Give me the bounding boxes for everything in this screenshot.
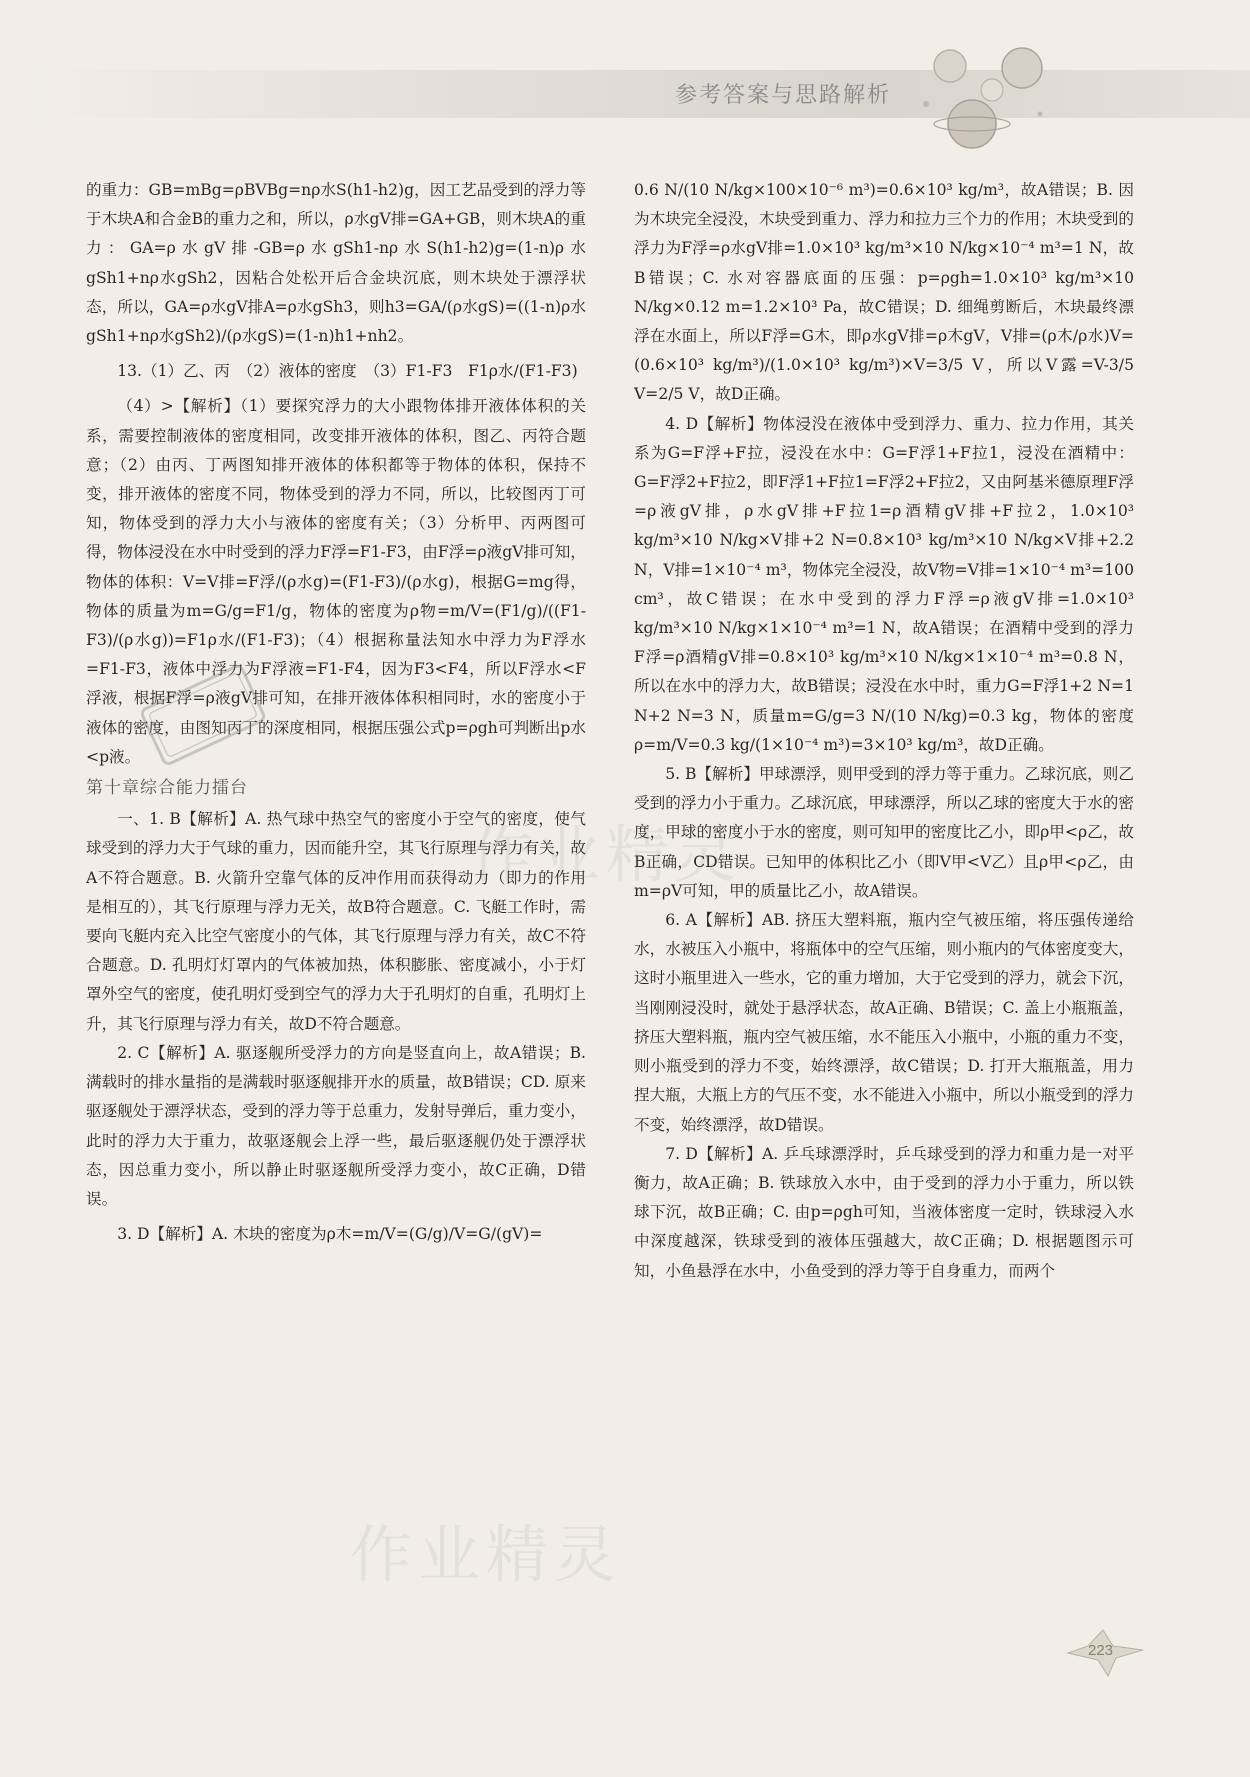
right-paragraph-1: 0.6 N/(10 N/kg×100×10⁻⁶ m³)=0.6×10³ kg/m³，故A错误；B. 因为木块完全浸没，木块受到重力、浮力和拉力三个力的作用；木块受到的浮力为F浮=ρ水gV排=1.0×10³ kg/m³×10 N/kg×10⁻⁴ m³=1 N，故B错误；C. 水对容器底面的压强：p=ρgh=1.0×10³ kg/m³×10 N/kg×0.12 m=1.2×10³ Pa，故C错误；D. 细绳剪断后，木块最终漂浮在水面上，所以F浮=G木，即ρ水gV排=ρ木gV，V排=(ρ木/ρ水)V=(0.6×10³ kg/m³)/(1.0×10³ kg/m³)×V=3/5 V，所以V露=V-3/5 V=2/5 V，故D正确。 [634, 181, 1134, 404]
right-paragraph-5: 7. D【解析】A. 乒乓球漂浮时，乒乓球受到的浮力和重力是一对平衡力，故A正确；B. 铁球放入水中，由于受到的浮力小于重力，所以铁球下沉，故B正确；C. 由p=ρgh可知，当液体密度一定时，铁球浸入水中深度越深，铁球受到的液体压强越大，故C正确；D. 根据题图示可知，小鱼悬浮在水中，小鱼受到的浮力等于自身重力，而两个 [634, 1144, 1134, 1280]
left-paragraph-2: 13.（1）乙、丙 （2）液体的密度 （3）F1-F3 F1ρ水/(F1-F3) [117, 362, 578, 381]
left-paragraph-3: （4）>【解析】（1）要探究浮力的大小跟物体排开液体体积的关系，需要控制液体的密度相同，改变排开液体的体积，图乙、丙符合题意；（2）由丙、丁两图知排开液体的体积都等于物体的体积，保持不变，排开液体的密度不同，物体受到的浮力不同，所以，比较图丙丁可知，物体受到的浮力大小与液体的密度有关；（3）分析甲、丙两图可得，物体浸没在水中时受到的浮力F浮=F1-F3，由F浮=ρ液gV排可知，物体的体积：V=V排=F浮/(ρ水g)=(F1-F3)/(ρ水g)，根据G=mg得，物体的质量为m=G/g=F1/g，物体的密度为ρ物=m/V=(F1/g)/((F1-F3)/(ρ水g))=F1ρ水/(F1-F3)；（4）根据称量法知水中浮力为F浮水=F1-F3，液体中浮力为F浮液=F1-F4，因为F3<F4，所以F浮水<F浮液，根据F浮=ρ液gV排可知，在排开液体体积相同时，水的密度小于液体的密度，由图知丙丁的深度相同，根据压强公式p=ρgh可判断出p水<p液。 [86, 397, 586, 766]
right-paragraph-4: 6. A【解析】AB. 挤压大塑料瓶，瓶内空气被压缩，将压强传递给水，水被压入小瓶中，将瓶体中的空气压缩，则小瓶内的气体密度变大，这时小瓶里进入一些水，它的重力增加，大于它受到的浮力，就会下沉，当刚刚浸没时，就处于悬浮状态，故A正确、B错误；C. 盖上小瓶瓶盖，挤压大塑料瓶，瓶内空气被压缩，水不能压入小瓶中，小瓶的重力不变，则小瓶受到的浮力不变，始终漂浮，故C错误；D. 打开大瓶瓶盖，用力捏大瓶，大瓶上方的气压不变，水不能进入小瓶中，所以小瓶受到的浮力不变，始终漂浮，故D错误。 [634, 911, 1134, 1134]
left-paragraph-1: 的重力：GB=mBg=ρBVBg=nρ水S(h1-h2)g，因工艺品受到的浮力等于木块A和合金B的重力之和，所以，ρ水gV排=GA+GB，则木块A的重力：GA=ρ水gV排-GB=ρ水gSh1-nρ水S(h1-h2)g=(1-n)ρ水gSh1+nρ水gSh2，因粘合处松开后合金块沉底，则木块处于漂浮状态，所以，GA=ρ水gV排A=ρ水gSh3，则h3=GA/(ρ水gS)=((1-n)ρ水gSh1+nρ水gSh2)/(ρ水gS)=(1-n)h1+nh2。 [86, 181, 586, 346]
left-paragraph-7: 3. D【解析】A. 木块的密度为ρ木=m/V=(G/g)/V=G/(gV)= [117, 1225, 543, 1244]
header-title: 参考答案与思路解析 [675, 82, 892, 107]
page-number-badge [1058, 1628, 1148, 1678]
right-column [634, 176, 1134, 1286]
watermark-stamp-icon [128, 660, 278, 770]
watermark-text: 作业精灵 [470, 818, 743, 891]
watermark-text-bottom: 作业精灵 [350, 1518, 623, 1591]
chapter-heading: 第十章综合能力擂台 [86, 778, 248, 799]
planets-decoration-icon [910, 44, 1060, 154]
left-paragraph-5: 一、1. B【解析】A. 热气球中热空气的密度小于空气的密度，使气球受到的浮力大于气球的重力，因而能升空，其飞行原理与浮力有关，故A不符合题意。B. 火箭升空靠气体的反冲作用而获得动力（即力的作用是相互的），其飞行原理与浮力无关，故B符合题意。C. 飞艇工作时，需要向飞艇内充入比空气密度小的气体，其飞行原理与浮力有关，故C不符合题意。D. 孔明灯灯罩内的气体被加热，体积膨胀、密度减小，小于灯罩外空气的密度，使孔明灯受到空气的浮力大于孔明灯的自重，孔明灯上升，其飞行原理与浮力有关，故D不符合题意。 [86, 810, 586, 1033]
right-paragraph-2: 4. D【解析】物体浸没在液体中受到浮力、重力、拉力作用，其关系为G=F浮+F拉，浸没在水中：G=F浮1+F拉1，浸没在酒精中：G=F浮2+F拉2，即F浮1+F拉1=F浮2+F拉2，又由阿基米德原理F浮=ρ液gV排，ρ水gV排+F拉1=ρ酒精gV排+F拉2，1.0×10³ kg/m³×10 N/kg×V排+2 N=0.8×10³ kg/m³×10 N/kg×V排+2.2 N，V排=1×10⁻⁴ m³，物体完全浸没，故V物=V排=1×10⁻⁴ m³=100 cm³，故C错误；在水中受到的浮力F浮=ρ液gV排=1.0×10³ kg/m³×10 N/kg×1×10⁻⁴ m³=1 N，故A错误；在酒精中受到的浮力F浮=ρ酒精gV排=0.8×10³ kg/m³×10 N/kg×1×10⁻⁴ m³=0.8 N，所以在水中的浮力大，故B错误；浸没在水中时，重力G=F浮1+2 N=1 N+2 N=3 N，质量m=G/g=3 N/(10 N/kg)=0.3 kg，物体的密度ρ=m/V=0.3 kg/(1×10⁻⁴ m³)=3×10³ kg/m³，故D正确。 [634, 414, 1134, 754]
left-paragraph-6: 2. C【解析】A. 驱逐舰所受浮力的方向是竖直向上，故A错误；B. 满载时的排水量指的是满载时驱逐舰排开水的质量，故B错误；CD. 原来驱逐舰处于漂浮状态，受到的浮力等于总重力，发射导弹后，重力变小，此时的浮力大于重力，故驱逐舰会上浮一些，最后驱逐舰仍处于漂浮状态，因总重力变小，所以静止时驱逐舰所受浮力变小，故C正确，D错误。 [86, 1043, 586, 1208]
header-band [30, 70, 1250, 118]
page-number: 223 [1088, 1642, 1114, 1659]
right-paragraph-3: 5. B【解析】甲球漂浮，则甲受到的浮力等于重力。乙球沉底，则乙受到的浮力小于重力。乙球沉底，甲球漂浮，所以乙球的密度大于水的密度，甲球的密度小于水的密度，则可知甲的密度比乙小，即ρ甲<ρ乙，故B正确，CD错误。已知甲的体积比乙小（即V甲<V乙）且ρ甲<ρ乙，由m=ρV可知，甲的质量比乙小，故A错误。 [634, 765, 1134, 900]
